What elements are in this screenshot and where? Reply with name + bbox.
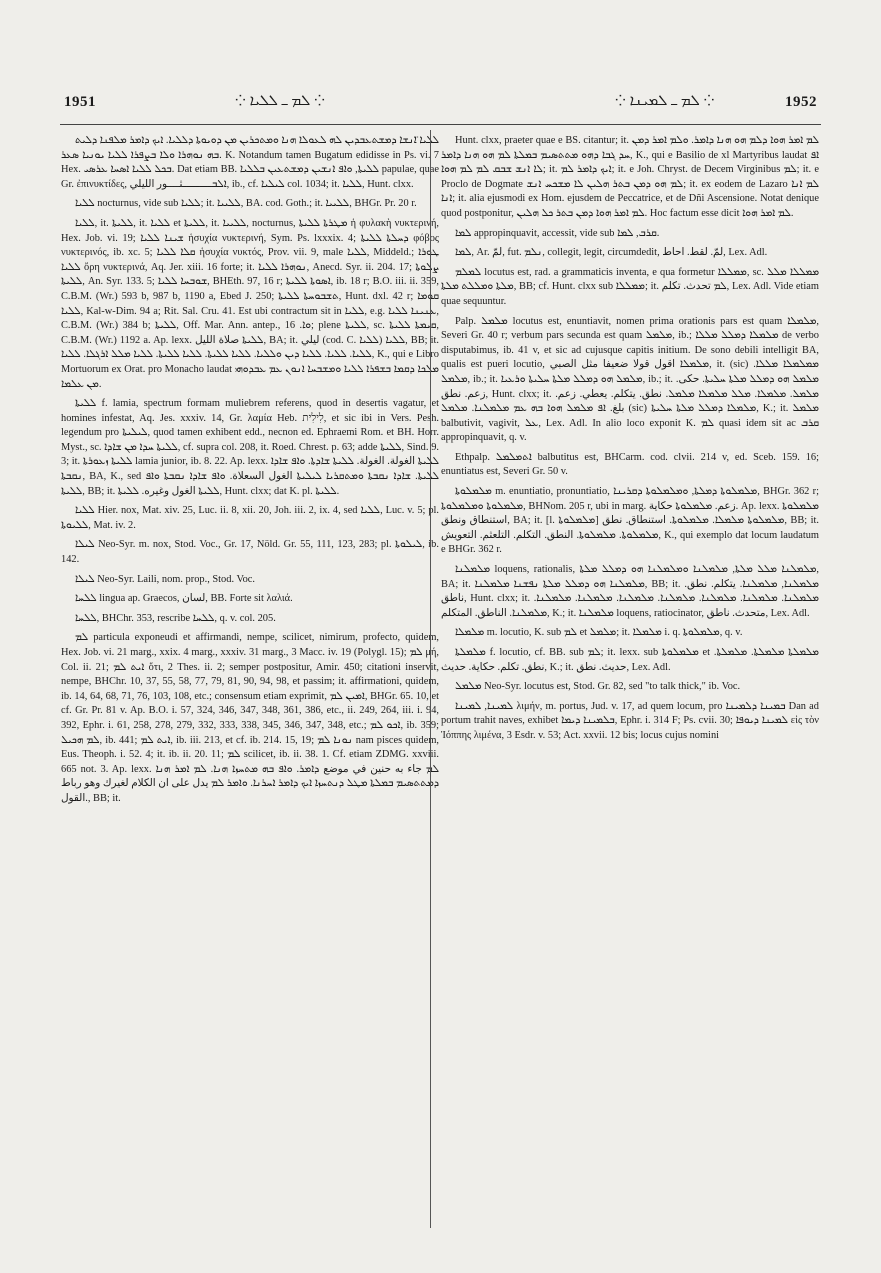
dictionary-entry: ܡܠܡܠ Neo-Syr. locutus est, Stod. Gr. 82, sed "to talk thick," ib. Voc. <box>455 681 741 693</box>
right-running-head: ⁘ ܠܡ ـ ܠܡܝܢܐ ⁘ <box>615 93 715 109</box>
dictionary-entry: ܠܠܝܐ, it. ܠܠܝܬܐ, it. ܠܠܝܐ et ܠܠܝܬܐ, it. ܠܠܝܝܐ, nocturnus, ܡܛܪܬܐ ܠܠܝܬܐ ἡ φυλακὴ νυκτερινή, Hex. Job. vi. 19; ܫܝܢܐ ܠܠܝܐ ἡσυχία νυκτερινή, Sym. Ps. lxxxix. 4; ܕܚܠܬܐ ܠܠܝܬܐ φόβος νυκτερινός, ib. xc. 5; ܩܠܐ ܠܠܝܐ ἡσυχία νυκτός, Prov. vii. 9, male ܠܠܝܐ, Middeld.; ܛܘܪܐ ܠܠܝܐ ὄρη νυκτερινά, Aq. Jer. xiii. 16 forte; it. ܢܘܗܪܐ ܠܠܝܐ, Anecd. Syr. ii. 204. 17; ܨܠܘܬܐ ܠܠܝܬܐ, An. Syr. 133. 5; ܫܘܒܚܐ ܠܠܝܐ, BHEth. 97, 16 r; ܐܣܘܬܐ ܠܠܝܬܐ, ib. 18 r; B.O. iii. ii. 359, C.B.M. (Wr.) 593 b, 987 b, 1190 a, Ebed J. 250; ܬܫܒܘܚܬܐ ܠܠܝܬܐ, Hunt. dxl. 42 r; ܩܘܡܐ ܠܠܝܐ, Kal-w-Dim. 94 a; Rit. Sal. Cru. 41. Est ubi contractum sit in ܠܠܝܐ, e.g. ܥܢܝܢܐ ܠܠܝܐ, C.B.M. (Wr.) 384 b; ܠܠܝܬܐ, Off. Mar. Ann. antep., ܘܐ. 16; plene ܠܠܝܬܐ, sc. ܩܝܡܬܐ ܠܠܝܬܐ, C.B.M. (Wr.) 1192 a. Ap. lexx. ܠܠܝܬܐ صلاة الليل, BA; it. ليلي (cod. C. ܠܠܝܐ) ܠܠܝܐ, BB; it. ܠܠܝܐ. ܠܠܝܐ. ܠܠܝܐ ܕܝܢ ܘܠܠܝܐ. ܠܠܝܐ ܠܠܝܬܐ. ܠܠܝܐ ܠܠܝܬܐ. ܠܠܝܐ ܡܠܠ ܐܪܓܠܐ. ܠܠܝܐ, K., qui e Libro Mortuorum ex Orat. pro Monacho laudat ܡܠܟܐ ܕܩܡܐ ܒܫܦܪܐ ܠܠܝܐ ܘܡܫܒܚܐ ܐܢܘܢ ܥܡ ܥܒܕܘܗܝ ܡܢ ܥܠܡܐ. <box>61 217 439 390</box>
dictionary-entry: ܠܡ particula exponeudi et affirmandi, nempe, scilicet, nimirum, profecto, quidem, Hex. Job. vi. 21 marg., xxix. 4 marg., xxxiv. 31 marg., 3 Macc. iv. 19 (Polygl. 15); ܠܡ μή, Col. ii. 21; ܐܝܬ ܠܡ ὅτι, 2 Thes. ii. 2; semper postpositur, Amir. 450; citationi inservit, nempe, BHChr. 10, 37, 55, 58, 77, 79, 81, 90, 94, 98, et passim; it. affirmationi, quidem, ib. 14, 64, 68, 71, 76, 103, 108, etc.; consensum etiam exprimit, ܐܡܝܢ ܠܡ, BHGr. 65. 10, et cf. Gr. Pr. 81 v. Ap. B.O. i. 57, 324, 346, 347, 348, 361, 386, etc., ii. 249, 264, iii. i. 94, 392, Ephr. i. 61, 258, 278, 279, 332, 333, 338, 345, 346, 347, 348, etc.; ܐܟܘ ܠܡ, ib. 359; ܠܡ ܗܟܝܠ, ib. 441; ܐܝܬ ܠܡ, ib. iii. 213, et cf. ib. 214. 15, 19; ܢܘܢܐ ܠܡ nam pisces quidem, Eus. Theoph. i. 52. 4; it. ib. ii. 20. 11; ܠܡ scilicet, ib. ii. 38. 1. Cf. etiam ZDMG. xxviii. 665 not. 3. Ap. lexx. ܠܡ جاء به حنين في موضع ܕܐܡܪ. ܘܐܦ ܒܗ ܡܬܚܙܐ ܗܢܐ. ܠܡ ܐܡܪ ܗܢܐ ܕܡܬܬܣܝܡ ܒܡܠܬܐ ܡܛܠ ܕܢܬܚܙܐ ܐܝܟ ܕܐܡܪ ܐܚܪܢܐ. ܘܐܡܪ ܠܡ يدل على ان الكلام لغيرك وهو رباط القول., BB; it. <box>61 632 439 804</box>
header-rule <box>60 124 821 125</box>
dictionary-entry: Palp. ܡܠܡܠ locutus est, enuntiavit, nomen prima orationis pars est quam ܡܠܡܠܐ, Severi Gr. 40 r; verbum pars secunda est quam ܡܠܡܠ, ib.; ܡܠܡܠܐ ܕܡܠܠ ܡܠܠܐ de verbo disputabimus, ib. 41 v, et sic ad cujusque capitis initium. De sono debili intelligit BA, qualis est pueri locutio, ܡܠܡܠܐ اقول قولا ضعيفا مثل الصبي, it. (sic) ܡܡܠܡܠܐ ܡܠܠܐ. ܡܠܡܠ, ib.; it. ܡܠܡܠ ܗܘ ܕܡܠܠ ܡܠܬܐ ܚܠܝܬܐ ܘܪܥܝܐ, ib.; it. ܡܠܡܠ ܗܘ ܕܡܠܠ ܡܠܬܐ ܚܠܝܬܐ. حكى. زعم. نطق, Hunt. clxx; it. ܡܠܡܠ. ܡܠܡܠܐ. ܡܠܠ ܡܠܡܠܐ ܡܠܡܠ. نطق. يتكلم. يعطي. زعم. بلغ. ܐܦ ܡܠܡܠ ܗܘܐ ܒܗ ܥܡ ܡܠܡܠܢܐ. ܡܠܡܠ (sic) ܡܠܡܠܐ ܕܡܠܠ ܡܠܬܐ ܚܠܝܬܐ, K.; it. ܡܠܡܠ balbutivit, vagivit, ܥܠ, Lex. Adl. In alio loco exponit K. ܠܡ quasi idem sit ac ܩܪܒ appropinquavit, q. v. <box>441 315 819 444</box>
dictionary-entry: ܡܠܡܠܬܐ f. locutio, cf. BB. sub ܠܡ; it. lexx. sub ܡܠܡܠܘܬܐ et ܡܠܡܠܬܐ ܡܠܡܠܬܐ. ܡܠܡܠܬܐ. نطق. تكلم. حكاية. حديث, K.; it. حديث. نطق, Lex. Adl. <box>441 647 819 673</box>
left-running-head: ⁘ ܠܡ ـ ܠܠܝܐ ⁘ <box>235 93 325 109</box>
dictionary-entry: Hunt. clxx, praeter quae e BS. citantur; it. ܠܡ ܐܡܪ ܗܘܐ ܕܠܡ ܗܘ ܗܢܐ ܕܐܡܪ. ܘܠܡ ܐܡܪ ܕܡܢ ܚܕ ܓܒܐ ܕܗܘ ܡܬܬܣܝܡ ܒܡܠܬܐ ܠܡ ܗܘ ܗܢܐ ܕܐܡܪ, K., qui e Basilio de xl Martyribus laudat ܐܦ ܠܐ ܐܢܫ ܫܒܩ ܠܡ ܠܡ ܗܘܐ; it. ܐܝܟ ܕܐܡܪ ܠܡ; it. e Joh. Chryst. de Decem Virginibus ܠܡ; it. e Proclo de Dogmate ܠܡ ܗܘ ܕܡܢ ܒܬܪ ܗܠܝܢ ܠܐ ܡܫܟܚ ܐܢܫ; it. ex eodem de Lazaro ܠܡ ܐܢܐ ܐܢܐ; it. alia ejusmodi ex Hom. ejusdem de Peccatrice, et de Dñi Ascensione. Notat denique quod postponitur, ܠܡ ܐܡܪ ܗܘܐ ܕܡܢ ܒܬܪ ܟܠ ܗܠܝܢ. Hoc factum esse dicit ܠܡ ܐܡܪ ܗܘܐ. <box>441 135 819 219</box>
dictionary-entry: ܠܠܚܐ lingua ap. Graecos, لسان, BB. Forte sit λαλιά. <box>75 593 293 605</box>
dictionary-entry: ܠܡܐ appropinquavit, accessit, vide sub ܩܪܒ, ܠܡܐ. <box>455 227 660 239</box>
dictionary-entry: ܠܡܝܢܐ, ܠܡܝܢܐ λιμήν, m. portus, Jud. v. 17, ad quem locum, pro ܒܡܝܢܐ ܕܠܡܝܢܐ Dan ad portum trahit naves, exhibet ܒܠܡܝܢܐ ܕܝܡܐ, Ephr. i. 314 F; Ps. cvii. 30; ܠܡܝܢܐ ܕܝܘܦܐ εἰς τὸν Ἰόππης λιμένα, 3 Esdr. v. 53; Act. xxvii. 12 bis; locus cujus nomini <box>441 700 819 741</box>
left-column <box>61 134 439 1224</box>
dictionary-entry: ܠܠܚܐ, BHChr. 353, rescribe ܠܠܚܐ, q. v. col. 205. <box>75 612 276 624</box>
left-page-number: 1951 <box>64 94 96 110</box>
right-column <box>441 134 819 1224</box>
dictionary-entry: ܡܠܡܠܐ m. locutio, K. sub ܠܡ et ܡܠܡܠ; it. ܡܠܡܠܐ i. q. ܡܠܡܠܘܬܐ, q. v. <box>455 627 743 639</box>
dictionary-entry: ܠܠܝܐ Hier. nox, Mat. xiv. 25, Luc. ii. 8, xii. 20, Joh. iii. 2, ix. 4, sed ܠܠܝܐ, Luc. v. 5; pl. ܠܠܝܘܬܐ, Mat. iv. 2. <box>61 505 439 531</box>
dictionary-entry: ܠܠܝܐ ̈ܐܢܫܐ ܕܡܫܬܥܒܕܝܢ ܠܗ ܠܥܘܠܐ ܗܢܐ ܘܡܬܟܪܝܢ ܡܢ ܕܘܝܘܬܐ ܕܠܠܝܐ. ܐܝܟ ܕܐܡܪ ܡܠܦܢܐ ܕܠܝܬ ܒܗ ܢܘܗܪܐ ܘܠܐ ܒܨܦܪܐ ܠܠܝܐ ܝܘܢܝܐ ܣܥܪ. K. Notandum tamen Bugatum edidisse in Ps. vi. 7 Hex. ܒܟܠ ܠܠܝܐ ܐܣܚܐ ܥܪܣܝ. Dat etiam BB. ܠܠܝܬܐ, ܘܐܦ ܐܢܫܝܢ ܕܡܫܬܥܝܢ ܒܠܠܝܐ papulae, quae Gr. ἐπινυκτίδες, ܐܠܒـــــــثــــور الليلي, ib., cf. ܠܝܠܝܐ col. 1034; it. ܠܠܝܐ, Hunt. clxx. <box>61 135 439 190</box>
dictionary-entry: ܠܝܠܐ Neo-Syr. m. nox, Stod. Voc., Gr. 17, Nöld. Gr. 55, 111, 123, 283; pl. ܠܝܠܘܬܐ, ib. 142. <box>61 539 439 566</box>
page-header <box>60 92 821 118</box>
dictionary-entry: Ethpalp. ܐܬܡܠܡܠ balbutitus est, BHCarm. cod. clvii. 214 v, ed. Sceb. 159. 16; enuntiatus est, Severi Gr. 50 v. <box>441 451 819 478</box>
dictionary-entry: ܠܝܠܐ Neo-Syr. Laili, nom. prop., Stod. Voc. <box>75 573 256 585</box>
right-page-number: 1952 <box>785 94 817 110</box>
dictionary-entry: ܠܠܝܬܐ f. lamia, spectrum formam muliebrem referens, quod in desertis vagatur, et homines infestat, Aq. Jes. xxxiv. 14, Gr. λαμία Heb. לִילִית, et sic ibi in Vers. Pesh. legendum pro ܠܝܠܝܬܐ, quod tamen exhibent edd., necnon ed. Ephraemi Rom. et BH. Horr. Myst., sc. ܠܠܝܬܐ ܚܕܐ ܡܢ ܫܐܕܐ, cf. supra col. 208, it. Roed. Chrest. p. 63; adde ܠܠܝܬܐ, Sind. 9. 3; it. ܠܠܝܬܐ ܙܥܘܪܬܐ lamia junior, ib. 8. 22. Ap. lexx. ܠܠܝܬܐ الغولة. الغولة. ܠܠܝܬܐ ܫܐܕܬܐ. ܘܐܦ ܫܐܕܐ ܢܩܒܬܐ, BA, K., sed ܠܠܝܬܐ. ܫܐܕܐ ܢܩܒܬܐ ܘܡܬܩܪܝܐ ܠܝܠܝܬܐ الغول السعلاة. ܘܐܦ ܫܐܕܐ ܢܩܒܬܐ ܘܐܦ ܠܠܝܬܐ, BB; it. ܠܠܝܬܐ الغول وغيره. ܠܠܝܬܐ, Hunt. clxx; dat K. pl. ܠܠܝܬܐ. <box>61 398 439 497</box>
dictionary-entry: ܠܡܐ, Ar. لمّ, fut. ܢܠܡ, collegit, legit, circumdedit, لمّ. لقط. احاط, Lex. Adl. <box>455 247 768 259</box>
dictionary-entry: ܡܠܡܠܘܬܐ m. enuntiatio, pronuntiatio, ܡܠܡܠܘܬܐ ܕܡܠܬܐ, ܘܡܠܡܠܘܬܐ ܕܩܪܝܢܐ, BHGr. 362 r; ܡܠܡܠܘܬܐ ܘܡܠܡܠܘܬܐ, BHNom. 205 r, ubi in marg. زعم. ܡܠܡܠܘܬܐ حكاية. Ap. lexx. ܡܠܡܠܘܬܐ استنطاق ونطق, BA; it. [l. ܡܠܡܠܘܬܐ] ܡܠܡܠܘܬܐ ܡܠܡܠܐ. ܡܠܡܠܘܬܐ. استنطاق. نطق, BB; it. ܡܠܡܠܘܬܐ. ܡܠܡܠܘܬܐ. النطق. التكلم. التلعثم. التعويش, K., qui exemplo dat locum laudatum e BHGr. 362 r. <box>441 486 819 556</box>
dictionary-entry: ܠܠܝܐ nocturnus, vide sub ܠܠܝܐ; it. ܠܠܝܝܐ, BA. cod. Goth.; it. ܠܠܝܝܐ, BHGr. Pr. 20 r. <box>75 198 417 210</box>
dictionary-entry: ܠܡܠܡ locutus est, rad. a grammaticis inventa, e qua formetur ܡܡܠܠܐ, sc. ܡܡܠܠܐ ܡܠܠ ܡܠܬܐ ܘܡܠܠܬ ܡܠܬܐ, BB; cf. Hunt. clxx sub ܡܡܠܠܐ; it. ܠܡ تحدث. تكلم, Lex. Adl. Vide etiam quae sequuntur. <box>441 266 819 307</box>
dictionary-entry: ܡܠܡܠܢܐ loquens, rationalis, ܡܠܡܠܢܐ ܡܠܠ ܡܠܬܐ, ܡܠܡܠܢܐ ܘܡܠܡܠܢܐ ܗܘ ܕܡܠܠ ܡܠܬܐ, BA; it. ܡܠܡܠܢܐ ܗܘ ܕܡܠܠ ܡܠܬܐ ܢܦܫܢܐ ܡܠܡܠܢܐ, BB; it. ܡܠܡܠܢܐ, ܡܠܡܠܢܐ. يتكلم. نطق. ناطق, Hunt. clxx; it. ܡܠܡܠܢܐ. ܡܠܡܠܢܐ. ܡܠܡܠܢܐ. ܡܠܡܠܢܐ. ܡܠܡܠܢܐ. ܡܠܡܠܢܐ. ܡܠܡܠܢܐ. ܡܠܡܠܢܐ. الناطق. المتكلم, K.; it. ܡܠܡܠܢܐ loquens, ratiocinator, متحدث. ناطق, Lex. Adl. <box>441 564 819 619</box>
column-divider <box>430 130 431 1228</box>
